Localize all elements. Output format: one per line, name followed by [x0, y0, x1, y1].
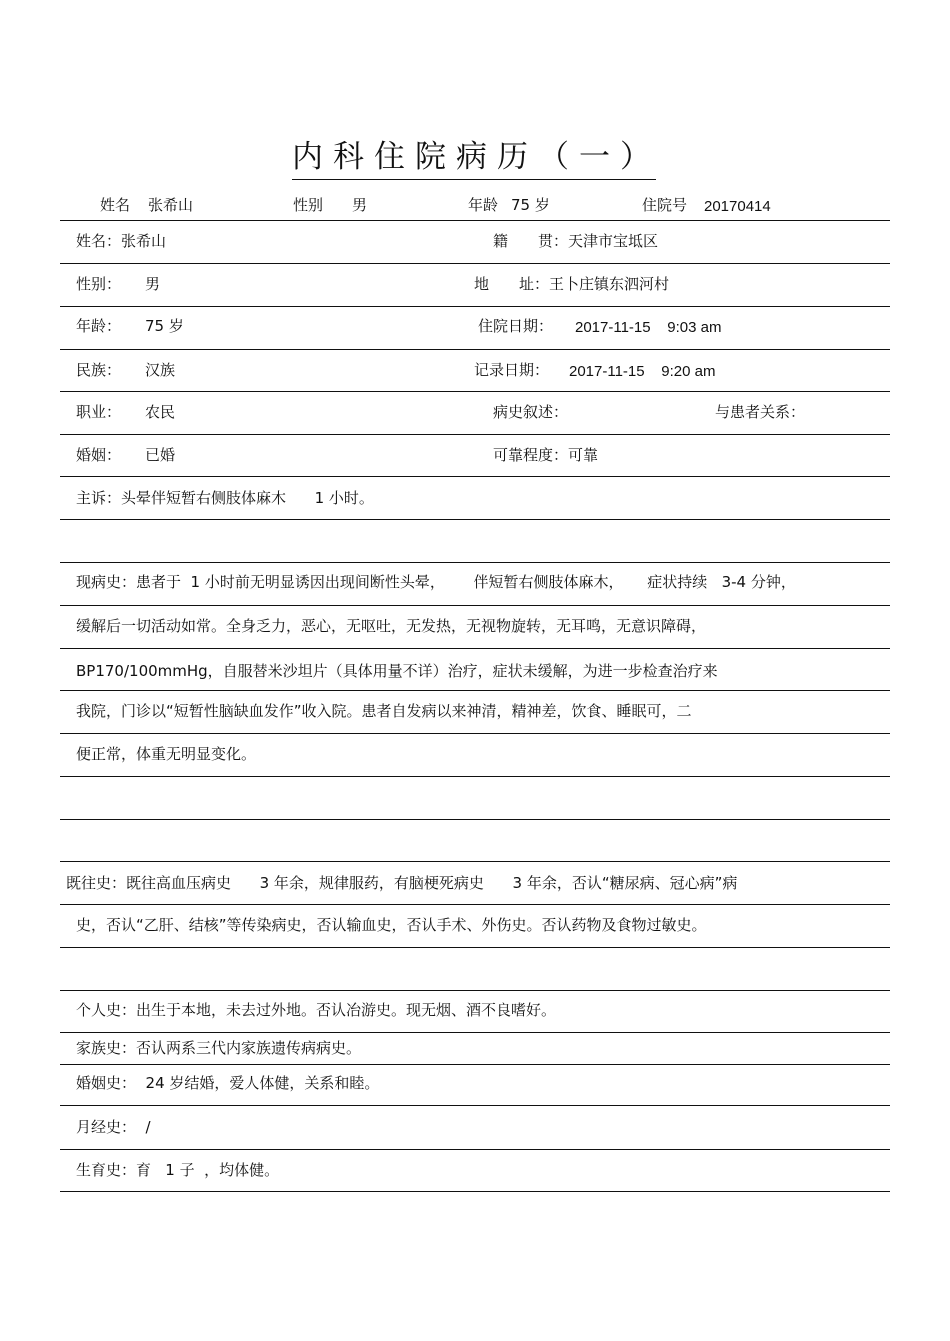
info-admission-date-value: 2017-11-15 9:03 am	[575, 319, 722, 336]
info-reliability: 可靠程度：可靠	[493, 446, 599, 464]
info-occupation-value: 农民	[145, 403, 176, 421]
divider	[60, 434, 890, 435]
present-illness-line: 缓解后一切活动如常。全身乏力，恶心，无呕吐，无发热，无视物旋转，无耳鸣，无意识障碍，	[76, 617, 707, 635]
marital-history: 婚姻史： 24 岁结婚，爱人体健，关系和睦。	[76, 1074, 380, 1092]
past-history-line: 既往史：既往高血压病史 3 年余，规律服药，有脑梗死病史 3 年余，否认“糖尿病、冠心病”病	[66, 874, 738, 892]
family-history: 家族史：否认两系三代内家族遗传病病史。	[76, 1039, 362, 1057]
divider	[60, 306, 890, 307]
present-illness-line: 我院，门诊以“短暂性脑缺血发作”收入院。患者自发病以来神清，精神差，饮食、睡眠可，二	[76, 702, 692, 720]
present-illness-line: 便正常，体重无明显变化。	[76, 745, 257, 763]
divider	[60, 904, 890, 905]
divider	[60, 605, 890, 606]
divider	[60, 220, 890, 221]
info-record-date-value: 2017-11-15 9:20 am	[569, 363, 716, 380]
divider	[60, 990, 890, 991]
present-illness-line: BP170/100mmHg，自服替米沙坦片（具体用量不详）治疗，症状未缓解，为进一步检查治疗来	[76, 662, 718, 680]
divider	[60, 1149, 890, 1150]
divider	[60, 391, 890, 392]
info-name: 姓名：张希山	[76, 232, 167, 250]
record-title: 内科住院病历（一）	[292, 142, 656, 180]
info-sex-value: 男	[145, 275, 161, 293]
divider	[60, 1064, 890, 1065]
header-sex-label: 性别	[293, 196, 324, 214]
header-age-value: 75 岁	[511, 196, 550, 214]
info-age-label: 年龄：	[76, 317, 122, 335]
info-marriage-label: 婚姻：	[76, 446, 122, 464]
divider	[60, 648, 890, 649]
info-admission-date-label: 住院日期：	[478, 317, 554, 335]
info-ethnicity-label: 民族：	[76, 361, 122, 379]
header-sex-value: 男	[352, 196, 368, 214]
divider	[60, 776, 890, 777]
divider	[60, 349, 890, 350]
info-occupation-label: 职业：	[76, 403, 122, 421]
divider	[60, 1032, 890, 1033]
info-address: 地 址：王卜庄镇东泗河村	[474, 275, 670, 293]
info-record-date-label: 记录日期：	[474, 361, 550, 379]
info-marriage-value: 已婚	[145, 446, 176, 464]
menstrual-history: 月经史： /	[76, 1118, 151, 1136]
divider	[60, 733, 890, 734]
divider	[60, 1191, 890, 1192]
divider	[60, 1105, 890, 1106]
header-name-value: 张希山	[148, 196, 194, 214]
divider	[60, 519, 890, 520]
info-native-place: 籍 贯：天津市宝坻区	[493, 232, 659, 250]
info-sex-label: 性别：	[76, 275, 122, 293]
info-age-value: 75 岁	[145, 317, 184, 335]
divider	[60, 861, 890, 862]
present-illness-line: 现病史：患者于 1 小时前无明显诱因出现间断性头晕， 伴短暂右侧肢体麻木， 症状持续 3-4 分钟，	[76, 573, 796, 591]
info-narrator-label: 病史叙述：	[493, 403, 569, 421]
personal-history: 个人史：出生于本地，未去过外地。否认冶游史。现无烟、酒不良嗜好。	[76, 1001, 557, 1019]
header-age-label: 年龄	[468, 196, 499, 214]
header-admission-no-label: 住院号	[642, 196, 688, 214]
divider	[60, 690, 890, 691]
past-history-line: 史，否认“乙肝、结核”等传染病史，否认输血史，否认手术、外伤史。否认药物及食物过敏史。	[76, 916, 707, 934]
reproductive-history: 生育史：育 1 子 ，均体健。	[76, 1161, 280, 1179]
divider	[60, 263, 890, 264]
divider	[60, 819, 890, 820]
divider	[60, 562, 890, 563]
info-relation-label: 与患者关系：	[715, 403, 806, 421]
info-ethnicity-value: 汉族	[145, 361, 176, 379]
divider	[60, 476, 890, 477]
header-name-label: 姓名	[100, 196, 131, 214]
header-admission-no-value: 20170414	[704, 198, 771, 215]
divider	[60, 947, 890, 948]
chief-complaint: 主诉：头晕伴短暂右侧肢体麻木 1 小时。	[76, 489, 374, 507]
